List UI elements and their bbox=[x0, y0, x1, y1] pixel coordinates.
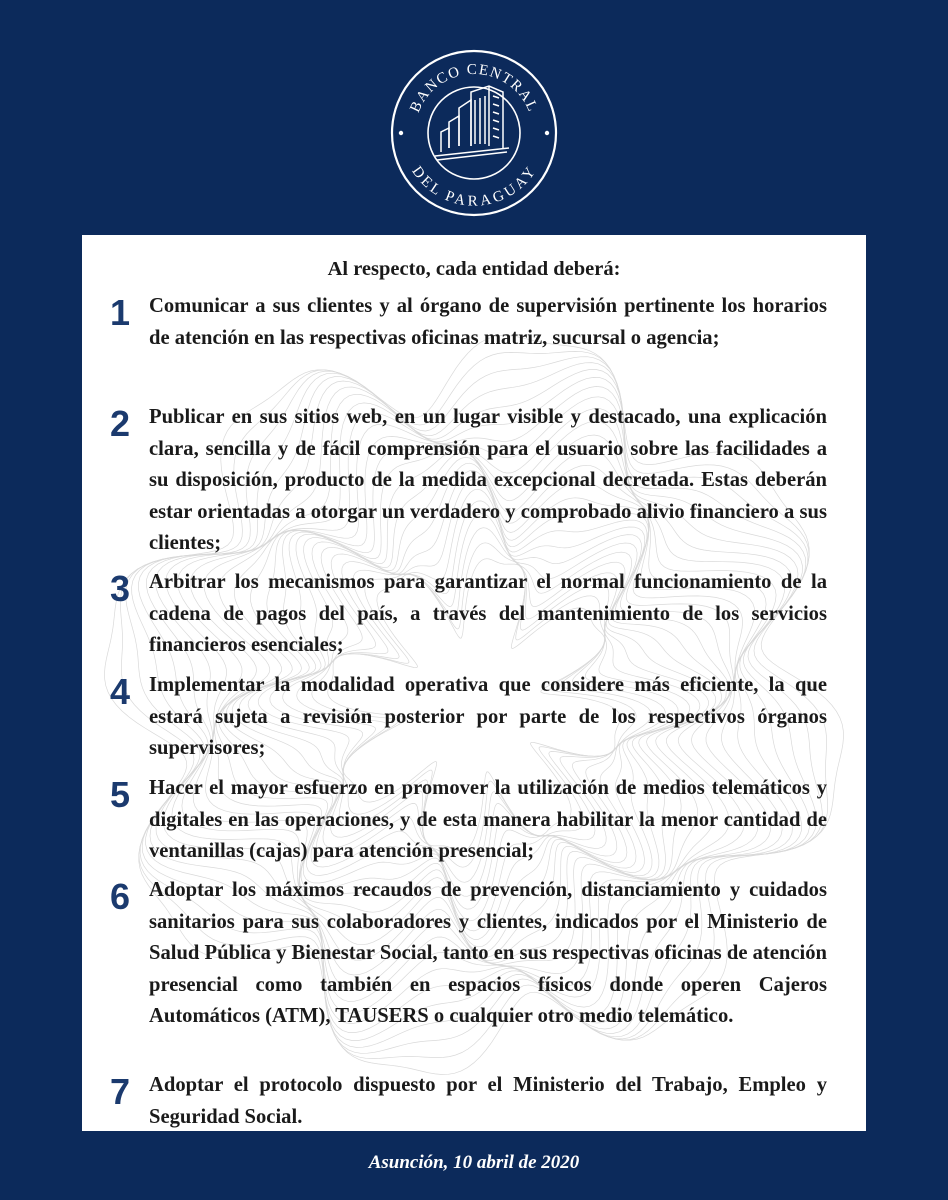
item-number: 2 bbox=[110, 403, 131, 444]
item-text: Implementar la modalidad operativa que considere más eficiente, la que estará sujeta a revisión posterior por parte de los respectivos órganos supervisores; bbox=[149, 674, 827, 759]
item-text: Publicar en sus sitios web, en un lugar visible y destacado, una explicación clara, sencilla y de fácil comprensión para el usuario sobre las facilidades a su disposición, producto de la medida excepcional decretada. Estas deberán estar orientadas a otorgar un verdadero y comprobado alivio financiero a sus clientes; bbox=[149, 406, 827, 554]
place-date: Asunción, 10 abril de 2020 bbox=[368, 1152, 580, 1173]
item-number: 1 bbox=[110, 292, 131, 333]
intro-heading: Al respecto, cada entidad deberá: bbox=[327, 258, 621, 280]
item-number: 4 bbox=[110, 671, 131, 712]
content-panel bbox=[82, 235, 866, 1131]
logo-text-bottom: DEL PARAGUAY bbox=[408, 163, 540, 210]
item-number: 6 bbox=[110, 876, 131, 917]
central-bank-seal-icon bbox=[389, 48, 559, 218]
svg-text:BANCO CENTRAL bbox=[407, 62, 541, 115]
svg-text:DEL PARAGUAY bbox=[408, 164, 539, 210]
bank-logo bbox=[389, 48, 559, 218]
item-text: Hacer el mayor esfuerzo en promover la utilización de medios telemáticos y digitales en las operaciones, y de esta manera habilitar la menor cantidad de ventanillas (cajas) para atención presencial; bbox=[149, 777, 827, 862]
logo-text-top: BANCO CENTRAL bbox=[407, 61, 541, 115]
item-number: 3 bbox=[110, 568, 131, 609]
item-number: 7 bbox=[110, 1071, 131, 1112]
item-text: Arbitrar los mecanismos para garantizar el normal funcionamiento de la cadena de pagos del país, a través del mantenimiento de los servicios financieros esenciales; bbox=[149, 571, 827, 656]
item-number: 5 bbox=[110, 774, 131, 815]
item-text: Adoptar el protocolo dispuesto por el Ministerio del Trabajo, Empleo y Seguridad Social. bbox=[149, 1074, 827, 1128]
item-text: Comunicar a sus clientes y al órgano de supervisión pertinente los horarios de atención en las respectivas oficinas matriz, sucursal o agencia; bbox=[149, 295, 827, 349]
item-text: Adoptar los máximos recaudos de prevención, distanciamiento y cuidados sanitarios para sus colaboradores y clientes, indicados por el Ministerio de Salud Pública y Bienestar Social, tanto en sus respectivas oficinas de atención presencial como también en espacios físicos donde operen Cajeros Automáticos (ATM), TAUSERS o cualquier otro medio telemático. bbox=[149, 879, 827, 1027]
